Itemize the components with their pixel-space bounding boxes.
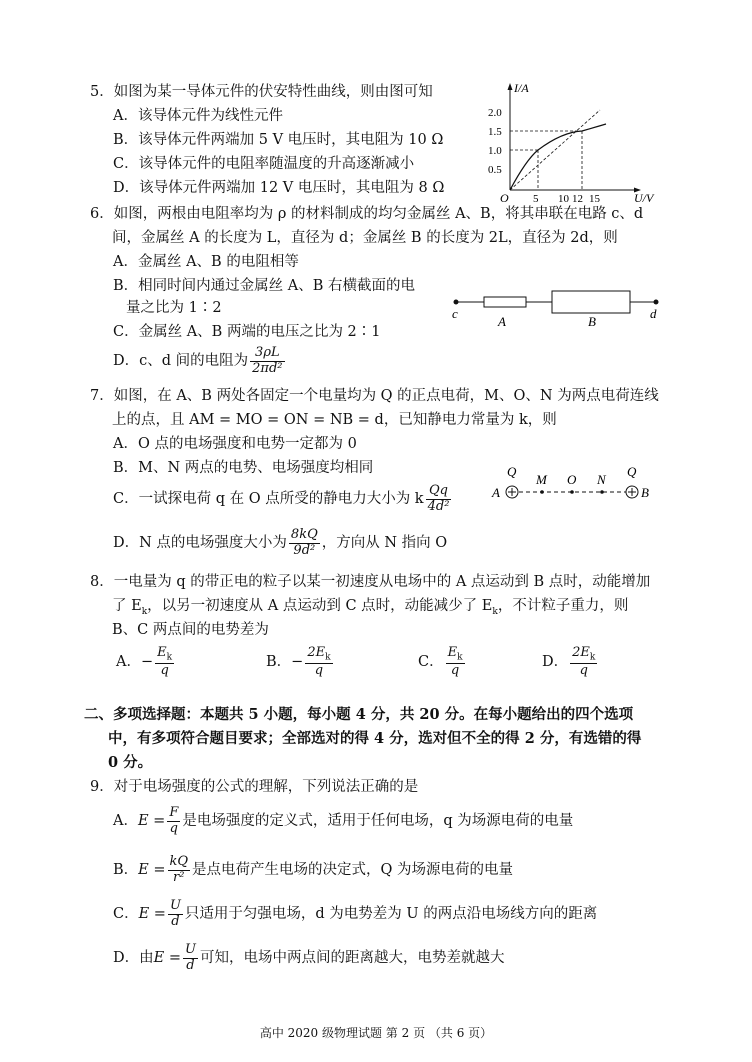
q5-x-tick: 10 — [558, 193, 569, 204]
q5-x-axis-label: U/V — [634, 191, 654, 204]
section2-header-line2: 中，有多项符合题目要求；全部选对的得 4 分，选对但不全的得 2 分，有选错的得 — [108, 730, 642, 747]
q8-option-c — [418, 645, 467, 679]
q8-option-b-fraction — [305, 646, 332, 679]
q7-point-m-label: M — [536, 472, 547, 487]
q8-stem-part2: ，以另一初速度从 A 点运动到 C 点时，动能减少了 E — [147, 598, 493, 614]
q9-option-d-text: 可知，电场中两点间的距离越大，电势差就越大 — [199, 950, 505, 966]
q7-point-n-label: N — [597, 472, 606, 487]
q8-subscript-k: k — [325, 652, 331, 663]
q9-option-c-text: 只适用于匀强电场，d 为电势差为 U 的两点沿电场线方向的距离 — [184, 906, 598, 922]
q5-y-tick: 1.0 — [488, 145, 502, 157]
q8-option-b-sign: − — [291, 654, 304, 670]
q6-option-c: C．金属丝 A、B 两端的电压之比为 2∶1 — [113, 324, 381, 340]
q8-subscript-k: k — [589, 652, 596, 663]
q9-option-c-label: C． — [113, 906, 139, 922]
q8-option-a-label: A． — [116, 654, 141, 670]
q7-option-a: A．O 点的电场强度和电势一定都为 0 — [113, 436, 357, 452]
q9-option-d — [113, 940, 504, 976]
q9-option-c — [113, 896, 597, 932]
q8-option-c-denominator: q — [450, 663, 460, 679]
q7-point-b-label: B — [641, 485, 649, 500]
q9-stem: 9．对于电场强度的公式的理解，下列说法正确的是 — [90, 779, 419, 795]
q8-option-b — [266, 645, 335, 679]
q5-option-a: A．该导体元件为线性元件 — [113, 108, 283, 124]
q8-option-a — [116, 645, 176, 679]
q9-option-a-numerator: F — [169, 805, 179, 821]
q6-option-d-fraction — [250, 346, 284, 376]
q9-option-b-label: B． — [113, 862, 139, 878]
q9-option-d-numerator: U — [184, 942, 196, 958]
q6-stem-line2: 间，金属丝 A 的长度为 L，直径为 d；金属丝 B 的长度为 2L，直径为 2d，则 — [112, 230, 618, 246]
q7-option-c-label: C．一试探电荷 q 在 O 点所受的静电力大小为 k — [113, 491, 424, 507]
q5-x-tick: 5 — [533, 193, 539, 204]
q6-option-b-line1: B．相同时间内通过金属丝 A、B 右横截面的电 — [113, 278, 415, 294]
q8-subscript-k: k — [492, 606, 498, 617]
q5-stem: 5．如图为某一导体元件的伏安特性曲线，则由图可知 — [90, 84, 433, 100]
q9-option-a-fraction — [167, 806, 180, 836]
q5-y-tick: 0.5 — [488, 164, 502, 176]
q8-subscript-k: k — [166, 652, 173, 663]
section2-header-line3: 0 分。 — [108, 754, 153, 771]
q6-circuit-diagram — [448, 286, 668, 332]
q7-option-c-fraction — [426, 484, 452, 514]
q8-subscript-k: k — [457, 652, 463, 663]
q7-option-d-direction: ，方向从 N 指向 O — [321, 535, 448, 551]
q9-option-c-numerator: U — [169, 898, 181, 914]
q7-option-d — [113, 526, 447, 560]
q8-option-d-label: D． — [542, 654, 569, 670]
q5-option-d: D．该导体元件两端加 12 V 电压时，其电阻为 8 Ω — [113, 180, 445, 196]
q5-iv-curve-graph — [478, 80, 658, 204]
q8-option-a-numerator: E — [157, 644, 167, 660]
q9-option-b — [113, 852, 513, 888]
q8-stem-line3: B、C 两点间的电势差为 — [112, 622, 269, 638]
q9-option-d-fraction — [183, 943, 198, 973]
q5-origin-label: O — [500, 191, 509, 204]
q7-option-c-numerator: Qq — [426, 484, 452, 499]
q7-option-d-fraction — [289, 528, 320, 558]
q8-stem-part3: ，不计粒子重力，则 — [497, 598, 629, 614]
q7-point-o-label: O — [567, 472, 577, 487]
q9-option-b-fraction — [168, 855, 191, 885]
q9-option-a-text: 是电场强度的定义式，适用于任何电场，q 为场源电荷的电量 — [182, 813, 574, 829]
q8-stem-part1: 了 E — [112, 598, 142, 614]
q7-option-d-numerator: 8kQ — [290, 527, 318, 543]
q7-option-c-denominator: 4d² — [427, 498, 450, 514]
q5-x-tick: 15 — [589, 193, 600, 204]
q7-charges-diagram — [490, 462, 660, 508]
q6-wire-b-label: B — [588, 314, 596, 329]
q7-stem-line2: 上的点，且 AM = MO = ON = NB = d，已知静电力常量为 k，则 — [112, 412, 557, 428]
q8-option-c-label: C． — [418, 654, 444, 670]
q5-y-tick: 2.0 — [488, 107, 502, 119]
q8-option-c-fraction — [446, 646, 465, 679]
q7-charge-q-right-label: Q — [627, 464, 637, 479]
q8-stem-line1: 8．一电量为 q 的带正电的粒子以某一初速度从电场中的 A 点运动到 B 点时，动能增加 — [90, 574, 651, 590]
q9-option-c-fraction — [168, 899, 183, 929]
q7-option-d-denominator: 9d² — [293, 542, 316, 558]
q5-x-tick: 12 — [572, 193, 583, 204]
q8-subscript-k: k — [141, 606, 148, 617]
q9-option-a-label: A． — [113, 813, 138, 829]
page-footer: 高中 2020 级物理试题 第 2 页 （共 6 页） — [259, 1026, 493, 1040]
q7-option-c — [113, 482, 453, 516]
q6-option-d — [113, 346, 287, 376]
q8-option-d-fraction — [570, 646, 597, 679]
q6-wire-a-label: A — [498, 314, 506, 329]
q9-option-b-numerator: kQ — [169, 854, 189, 870]
q6-node-c-label: c — [452, 306, 458, 321]
q6-option-d-label: D．c、d 间的电阻为 — [113, 353, 249, 369]
q8-option-b-numerator: 2E — [307, 644, 326, 660]
q8-option-b-label: B． — [266, 654, 292, 670]
q8-option-c-numerator: E — [447, 644, 458, 660]
q6-node-d-label: d — [650, 306, 657, 321]
q7-stem-line1: 7．如图，在 A、B 两处各固定一个电量均为 Q 的正点电荷，M、O、N 为两点电荷连线 — [90, 388, 659, 404]
section2-header-line1: 二、多项选择题：本题共 5 小题，每小题 4 分，共 20 分。在每小题给出的四个选项 — [84, 706, 634, 723]
q5-y-tick: 1.5 — [488, 126, 502, 138]
q6-option-d-denominator: 2πd² — [252, 360, 283, 376]
q8-option-a-sign: − — [140, 654, 154, 670]
q8-stem-line2 — [112, 596, 628, 622]
q8-option-a-denominator: q — [160, 663, 169, 679]
q9-option-a-equation: E = — [137, 813, 166, 829]
q6-option-b-line2: 量之比为 1∶2 — [126, 300, 222, 316]
q8-option-a-fraction — [155, 646, 174, 679]
q7-option-b: B．M、N 两点的电势、电场强度均相同 — [113, 460, 374, 476]
q5-option-b: B．该导体元件两端加 5 V 电压时，其电阻为 10 Ω — [113, 132, 444, 148]
q8-option-d-denominator: q — [579, 663, 588, 679]
q6-option-d-numerator: 3ρL — [250, 346, 284, 361]
q5-y-axis-label: I/A — [514, 81, 529, 95]
q7-option-d-label: D．N 点的电场强度大小为 — [113, 535, 287, 551]
q9-option-a — [113, 803, 573, 839]
q8-option-b-denominator: q — [314, 663, 324, 679]
q7-charge-q-left-label: Q — [507, 464, 517, 479]
q9-option-b-text: 是点电荷产生电场的决定式，Q 为场源电荷的电量 — [192, 862, 514, 878]
q9-option-c-denominator: d — [171, 913, 180, 929]
q5-option-c: C．该导体元件的电阻率随温度的升高逐渐减小 — [113, 156, 415, 172]
q6-stem-line1: 6．如图，两根由电阻率均为 ρ 的材料制成的均匀金属丝 A、B，将其串联在电路 c、d — [90, 206, 644, 222]
q9-option-a-denominator: q — [169, 820, 178, 836]
q9-option-d-label: D．由 — [113, 950, 154, 966]
q9-option-d-equation: E = — [153, 950, 181, 966]
q6-option-a: A．金属丝 A、B 的电阻相等 — [113, 254, 299, 270]
q8-option-d — [542, 645, 599, 679]
q7-point-a-label: A — [492, 485, 500, 500]
q8-option-d-numerator: 2E — [572, 644, 590, 660]
q9-option-c-equation: E = — [138, 906, 166, 922]
q9-option-b-denominator: r² — [173, 869, 185, 885]
q9-option-b-equation: E = — [138, 862, 166, 878]
q9-option-d-denominator: d — [186, 957, 195, 973]
